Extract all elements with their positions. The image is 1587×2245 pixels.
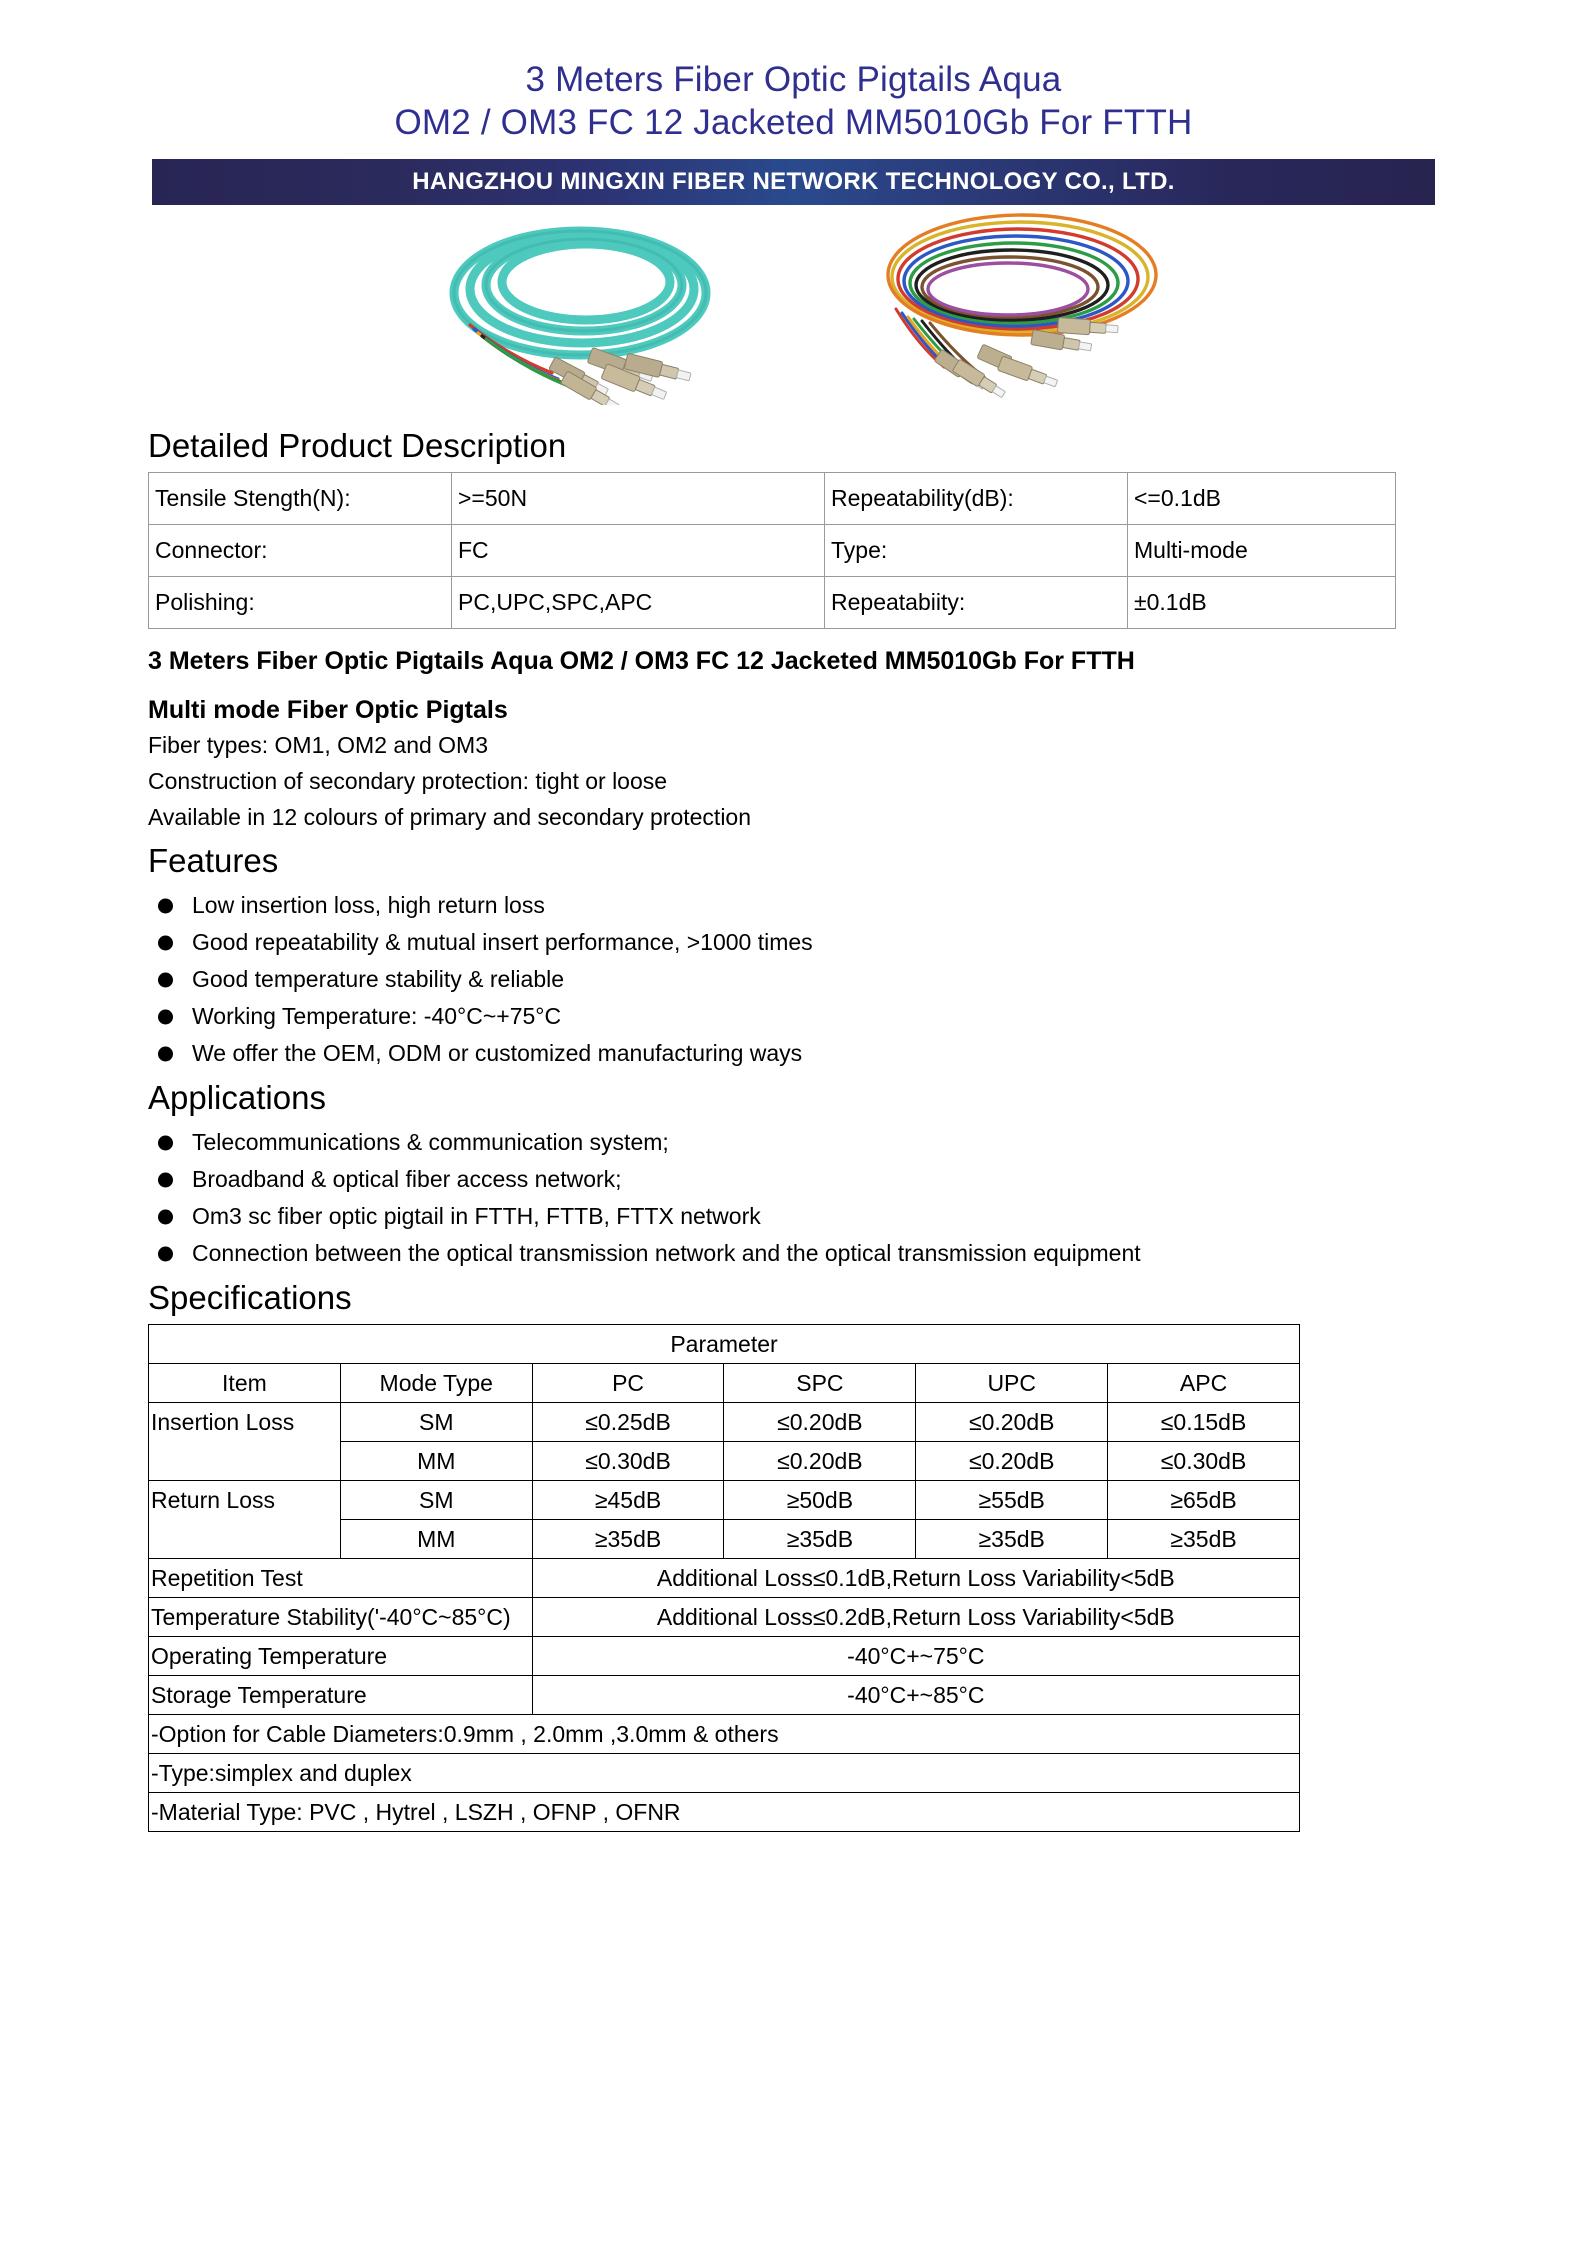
spec-value-apc: ≥65dB [1108,1481,1300,1520]
spec-value-spc: ≤0.20dB [724,1442,916,1481]
feature-text: Good temperature stability & reliable [192,966,565,992]
list-item [148,887,1457,924]
list-item [148,1124,1457,1161]
desc-label-polishing: Polishing: [149,577,452,629]
features-section [0,887,1587,1072]
desc-label-type: Type: [825,525,1128,577]
application-text: Om3 sc fiber optic pigtail in FTTH, FTTB, FTTX network [192,1203,761,1229]
product-intro-line-3: Available in 12 colours of primary and secondary protection [148,804,752,830]
spec-col-apc: APC [1108,1364,1300,1403]
application-text: Telecommunications & communication system; [192,1129,669,1155]
spec-note-cable-diameters: -Option for Cable Diameters:0.9mm , 2.0mm ,3.0mm & others [149,1715,1300,1754]
applications-list [148,1124,1457,1272]
bullet-icon [158,1009,173,1024]
specifications-heading: Specifications [148,1279,352,1316]
desc-label-repeatability: Repeatabiity: [825,577,1128,629]
list-item [148,1198,1457,1235]
bullet-icon [158,972,173,987]
table-row [149,1637,1300,1676]
spec-label-operating-temperature: Operating Temperature [149,1637,533,1676]
product-intro [0,645,1587,835]
desc-value-tensile-strength: >=50N [452,473,825,525]
list-item [148,1035,1457,1072]
spec-label-repetition-test: Repetition Test [149,1559,533,1598]
product-intro-bold-line-2: Multi mode Fiber Optic Pigtals [148,696,508,724]
spec-value-apc: ≤0.30dB [1108,1442,1300,1481]
list-item [148,998,1457,1035]
product-photo-aqua-pigtail-coil [412,205,802,405]
desc-value-connector: FC [452,525,825,577]
page-title-line-1: 3 Meters Fiber Optic Pigtails Aqua [525,60,1062,99]
spec-value-pc: ≥45dB [532,1481,724,1520]
bullet-icon [158,1172,173,1187]
spec-value-spc: ≥50dB [724,1481,916,1520]
page-title [0,0,1587,144]
table-row [149,1598,1300,1637]
product-intro-bold-line-1: 3 Meters Fiber Optic Pigtails Aqua OM2 / OM3 FC 12 Jacketed MM5010Gb For FTTH [148,647,1135,675]
bullet-icon [158,898,173,913]
spec-value-storage-temperature: -40°C+~85°C [532,1676,1299,1715]
table-row [149,473,1396,525]
spec-label-temperature-stability: Temperature Stability('-40°C~85°C) [149,1598,533,1637]
desc-value-repeatability-db: <=0.1dB [1128,473,1396,525]
table-row-parameter-header [149,1325,1300,1364]
bullet-icon [158,935,173,950]
feature-text: Low insertion loss, high return loss [192,892,545,918]
spec-value-temperature-stability: Additional Loss≤0.2dB,Return Loss Variability<5dB [532,1598,1299,1637]
spec-value-upc: ≤0.20dB [916,1403,1108,1442]
desc-label-tensile-strength: Tensile Stength(N): [149,473,452,525]
page-title-line-2: OM2 / OM3 FC 12 Jacketed MM5010Gb For FTTH [394,103,1193,142]
specifications-table [148,1324,1300,1832]
bullet-icon [158,1209,173,1224]
spec-value-operating-temperature: -40°C+~75°C [532,1637,1299,1676]
table-row-column-headers [149,1364,1300,1403]
table-row [149,1754,1300,1793]
spec-value-upc: ≥55dB [916,1481,1108,1520]
spec-value-spc: ≥35dB [724,1520,916,1559]
desc-label-repeatability-db: Repeatability(dB): [825,473,1128,525]
desc-value-type: Multi-mode [1128,525,1396,577]
application-text: Broadband & optical fiber access network; [192,1166,622,1192]
bullet-icon [158,1135,173,1150]
spec-mode-mm: MM [340,1442,532,1481]
table-row [149,1676,1300,1715]
spec-value-repetition-test: Additional Loss≤0.1dB,Return Loss Variability<5dB [532,1559,1299,1598]
spec-col-spc: SPC [724,1364,916,1403]
product-intro-line-2: Construction of secondary protection: tight or loose [148,768,668,794]
product-intro-line-1: Fiber types: OM1, OM2 and OM3 [148,732,489,758]
table-row [149,1403,1300,1442]
spec-col-pc: PC [532,1364,724,1403]
application-text: Connection between the optical transmission network and the optical transmission equipment [192,1240,1141,1266]
applications-heading: Applications [148,1079,326,1116]
spec-value-upc: ≤0.20dB [916,1442,1108,1481]
spec-value-spc: ≤0.20dB [724,1403,916,1442]
table-row [149,1559,1300,1598]
spec-col-upc: UPC [916,1364,1108,1403]
detailed-description-table [148,472,1396,629]
feature-text: Good repeatability & mutual insert performance, >1000 times [192,929,813,955]
spec-mode-sm: SM [340,1403,532,1442]
features-heading: Features [148,842,279,879]
desc-value-polishing: PC,UPC,SPC,APC [452,577,825,629]
spec-note-type: -Type:simplex and duplex [149,1754,1300,1793]
company-name: HANGZHOU MINGXIN FIBER NETWORK TECHNOLOGY CO., LTD. [412,168,1175,195]
feature-text: We offer the OEM, ODM or customized manufacturing ways [192,1040,803,1066]
spec-value-pc: ≤0.25dB [532,1403,724,1442]
spec-value-apc: ≤0.15dB [1108,1403,1300,1442]
list-item [148,924,1457,961]
spec-value-pc: ≥35dB [532,1520,724,1559]
applications-section [0,1124,1587,1272]
spec-label-storage-temperature: Storage Temperature [149,1676,533,1715]
spec-item-return-loss: Return Loss [149,1481,341,1559]
spec-item-insertion-loss: Insertion Loss [149,1403,341,1481]
product-photo-strip [152,205,1435,420]
product-photo-colored-pigtails [852,205,1182,405]
spec-value-apc: ≥35dB [1108,1520,1300,1559]
list-item [148,1235,1457,1272]
list-item [148,961,1457,998]
table-row [149,1481,1300,1520]
spec-parameter-header: Parameter [149,1325,1300,1364]
table-row [149,525,1396,577]
spec-col-mode-type: Mode Type [340,1364,532,1403]
table-row [149,577,1396,629]
spec-mode-mm: MM [340,1520,532,1559]
spec-note-material-type: -Material Type: PVC , Hytrel , LSZH , OFNP , OFNR [149,1793,1300,1832]
spec-value-upc: ≥35dB [916,1520,1108,1559]
desc-value-repeatability: ±0.1dB [1128,577,1396,629]
desc-label-connector: Connector: [149,525,452,577]
company-banner [152,159,1435,205]
table-row [149,1715,1300,1754]
spec-mode-sm: SM [340,1481,532,1520]
spec-col-item: Item [149,1364,341,1403]
list-item [148,1161,1457,1198]
bullet-icon [158,1246,173,1261]
features-list [148,887,1457,1072]
table-row [149,1793,1300,1832]
bullet-icon [158,1046,173,1061]
detailed-description-heading: Detailed Product Description [148,427,567,464]
feature-text: Working Temperature: -40°C~+75°C [192,1003,562,1029]
spec-value-pc: ≤0.30dB [532,1442,724,1481]
